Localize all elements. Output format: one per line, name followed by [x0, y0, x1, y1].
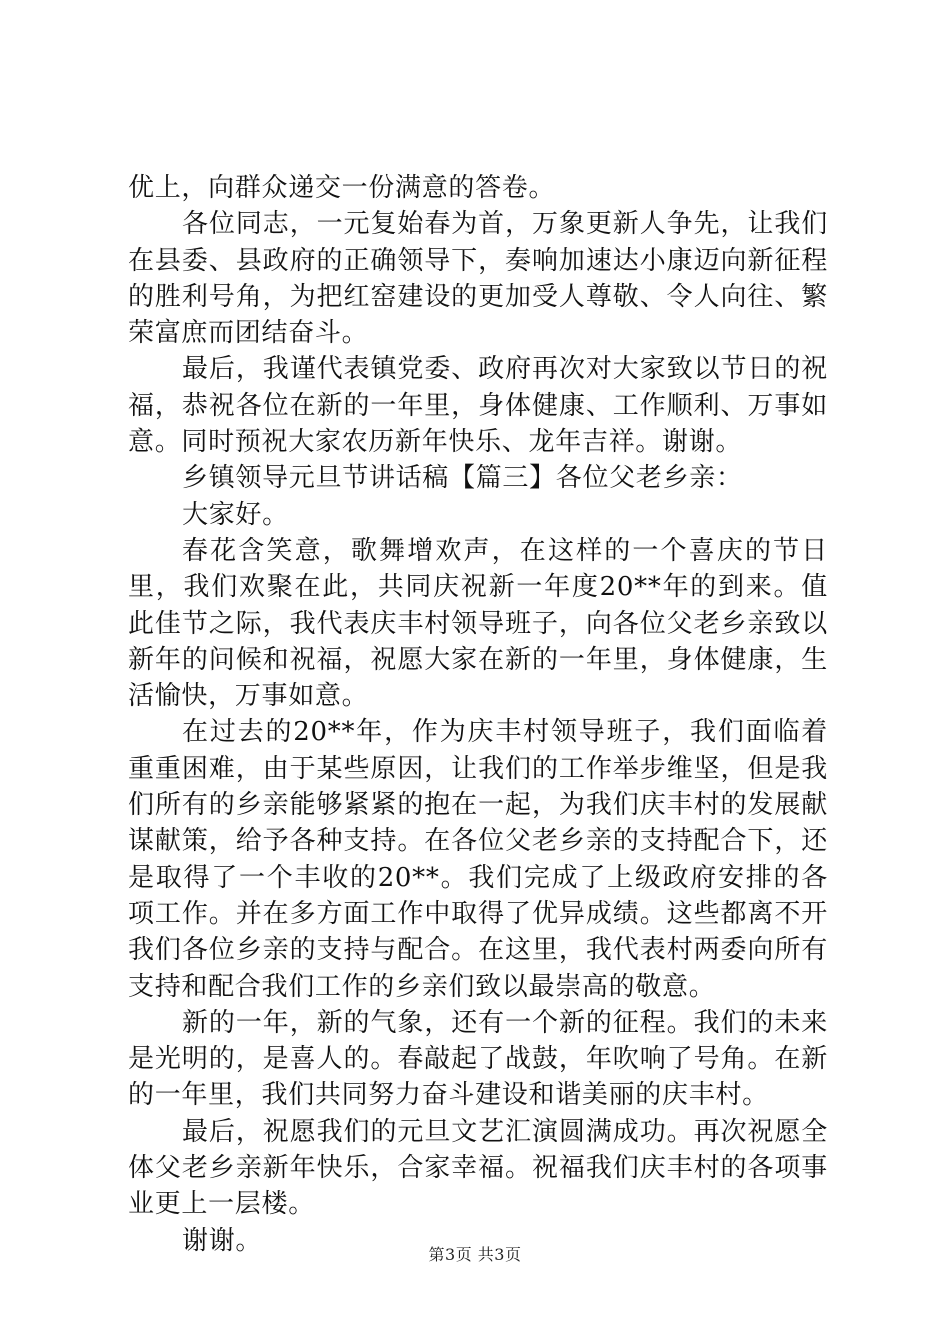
- paragraph-2: 各位同志，一元复始春为首，万象更新人争先，让我们在县委、县政府的正确领导下，奏响加速达小康迈向新征程的胜利号角，为把红窑建设的更加受人尊敬、令人向往、繁荣富庶而团结奋斗。: [128, 209, 828, 349]
- paragraph-7: 在过去的20**年，作为庆丰村领导班子，我们面临着重重困难，由于某些原因，让我们的工作举步维坚，但是我们所有的乡亲能够紧紧的抱在一起，为我们庆丰村的发展献谋献策，给予各种支持。在各位父老乡亲的支持配合下，还是取得了一个丰收的20**。我们完成了上级政府安排的各项工作。并在多方面工作中取得了优异成绩。这些都离不开我们各位乡亲的支持与配合。在这里，我代表村两委向所有支持和配合我们工作的乡亲们致以最崇高的敬意。: [128, 717, 828, 1002]
- paragraph-9: 最后，祝愿我们的元旦文艺汇演圆满成功。再次祝愿全体父老乡亲新年快乐，合家幸福。祝福我们庆丰村的各项事业更上一层楼。: [128, 1116, 828, 1220]
- document-body: [128, 170, 828, 1259]
- paragraph-greeting: 大家好。: [182, 499, 289, 530]
- paragraph-6: 春花含笑意，歌舞增欢声，在这样的一个喜庆的节日里，我们欢聚在此，共同庆祝新一年度20**年的到来。值此佳节之际，我代表庆丰村领导班子，向各位父老乡亲致以新年的问候和祝福，祝愿大家在新的一年里，身体健康，生活愉快，万事如意。: [128, 535, 828, 712]
- paragraph-1: 优上，向群众递交一份满意的答卷。: [128, 173, 556, 203]
- section-heading: 乡镇领导元旦节讲话稿【篇三】各位父老乡亲：: [182, 463, 743, 494]
- paragraph-3: 最后，我谨代表镇党委、政府再次对大家致以节日的祝福，恭祝各位在新的一年里，身体健康、工作顺利、万事如意。同时预祝大家农历新年快乐、龙年吉祥。谢谢。: [128, 354, 828, 458]
- paragraph-8: 新的一年，新的气象，还有一个新的征程。我们的未来是光明的，是喜人的。春敲起了战鼓，年吹响了号角。在新的一年里，我们共同努力奋斗建设和谐美丽的庆丰村。: [128, 1007, 828, 1111]
- page-number-footer: 第3页 共3页: [428, 1245, 522, 1264]
- paragraph-closing: 谢谢。: [182, 1225, 263, 1256]
